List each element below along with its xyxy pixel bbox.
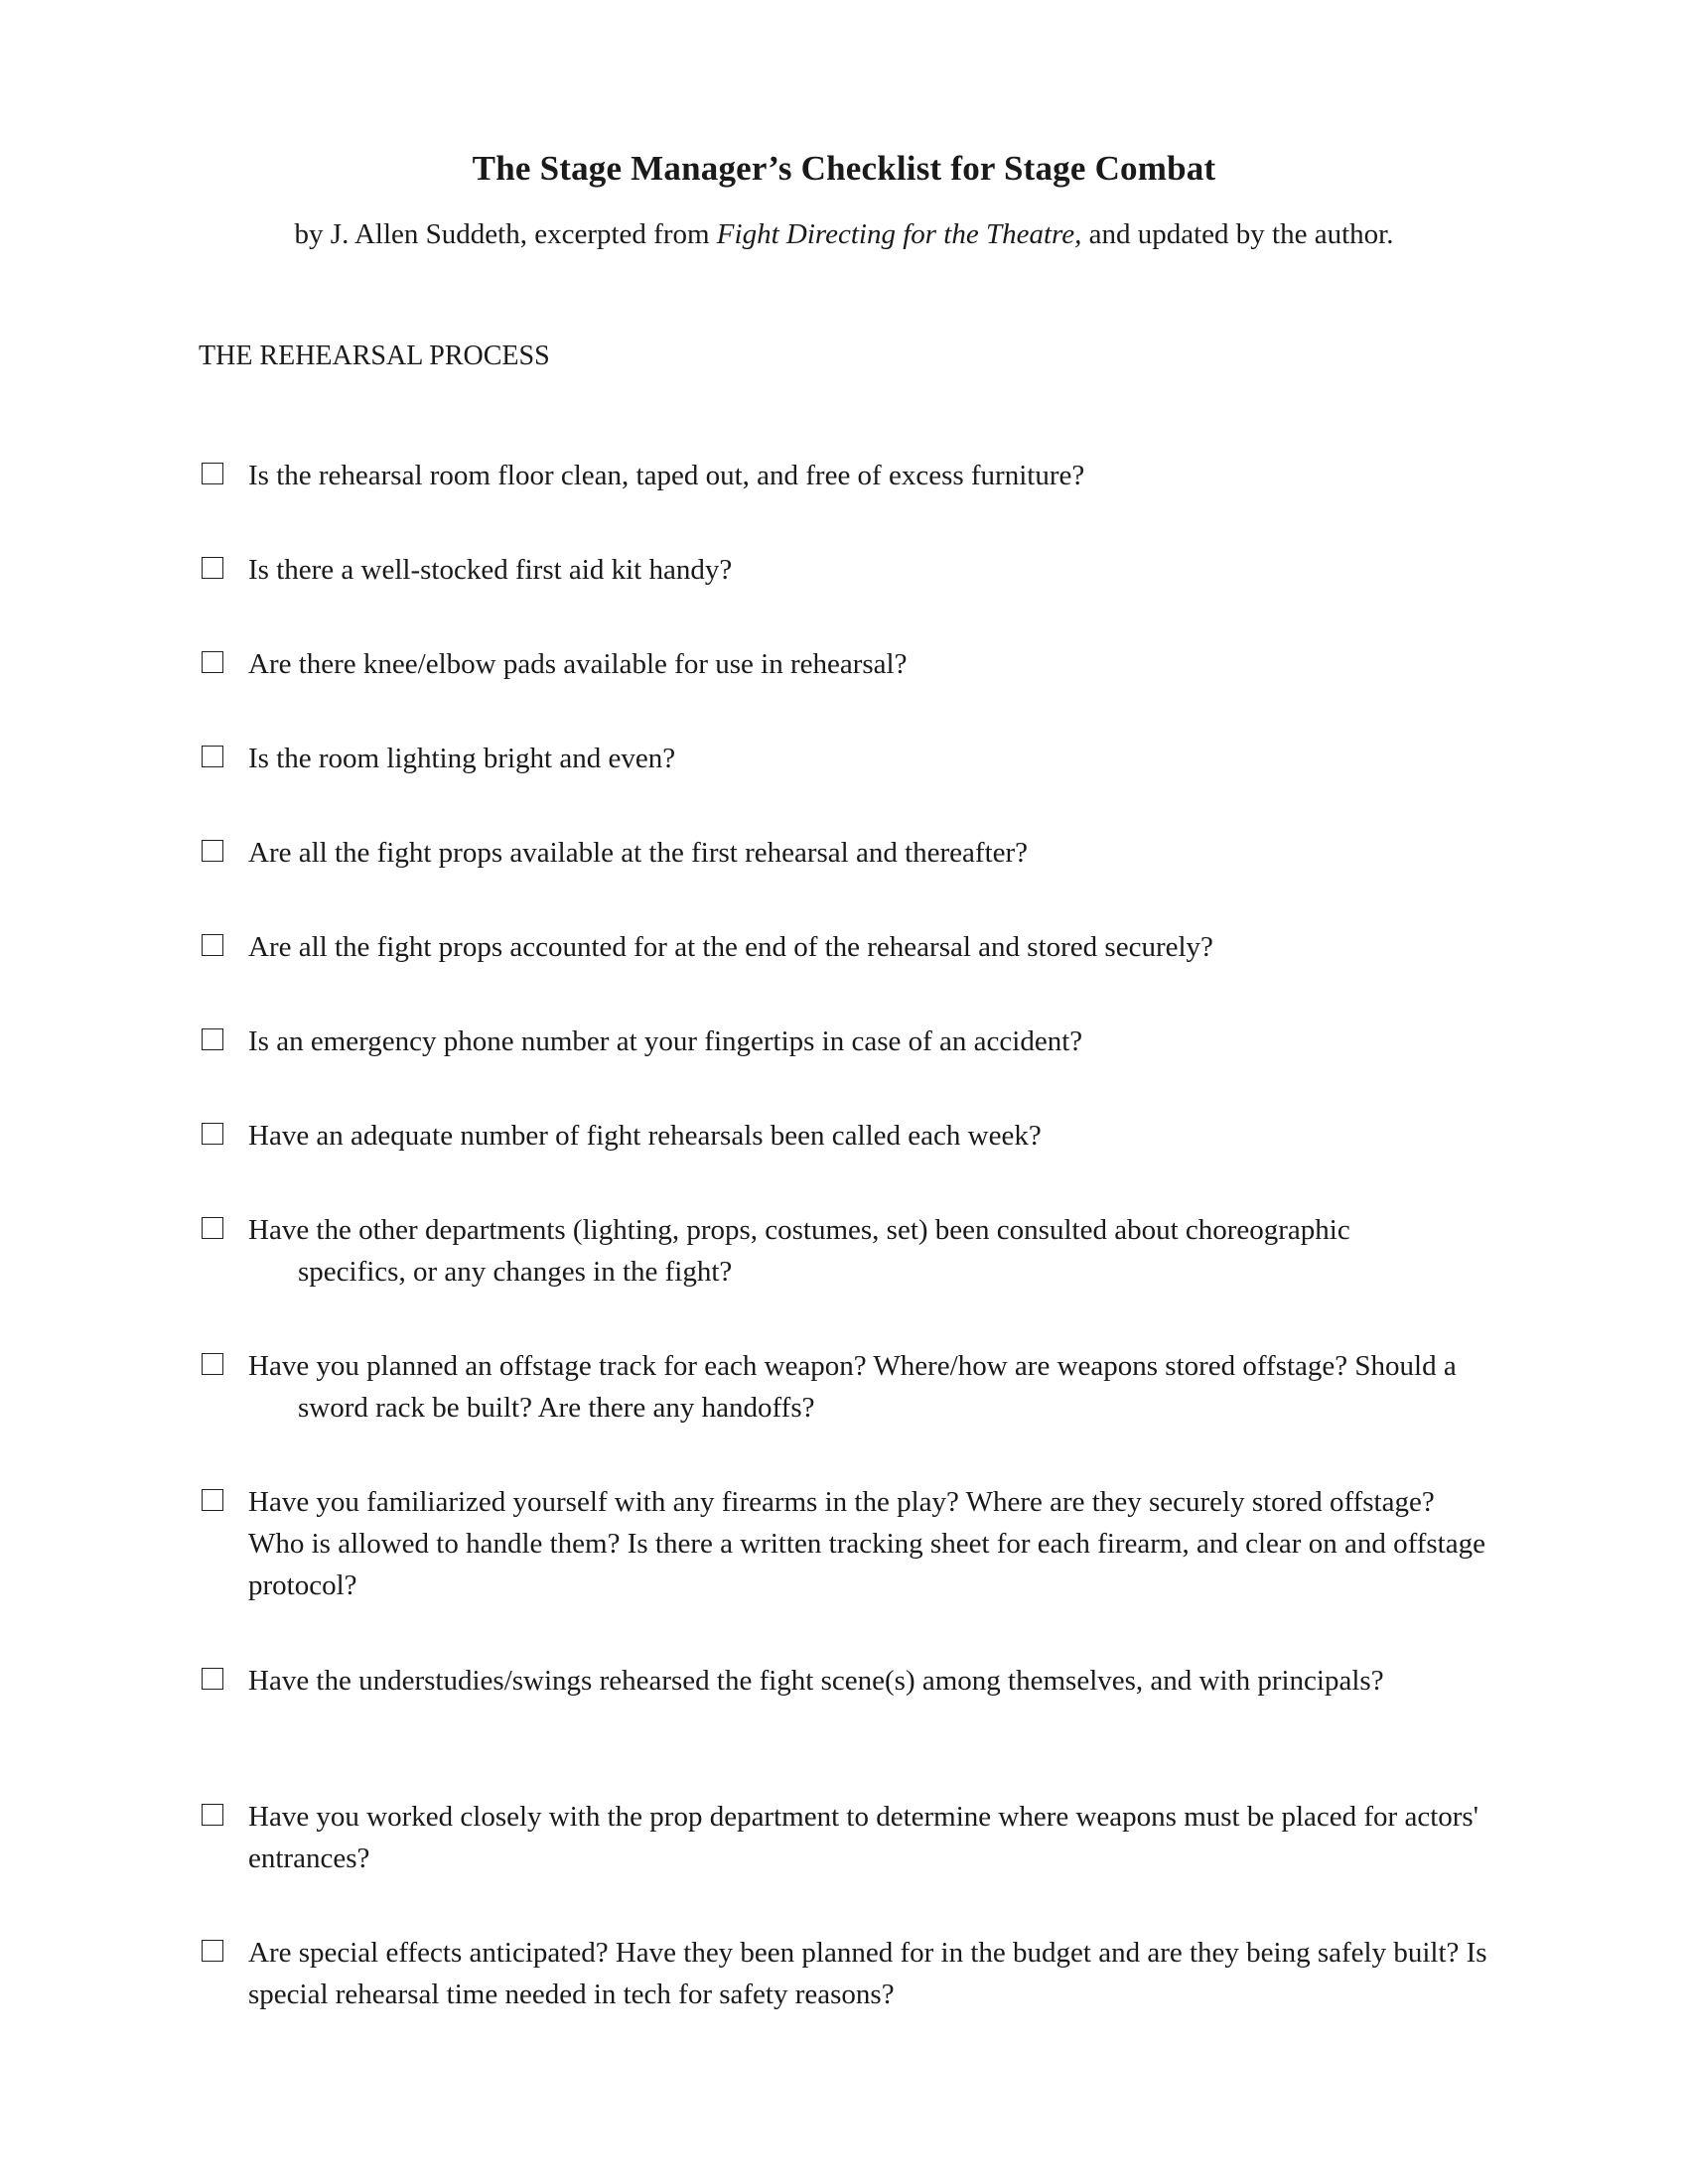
checkbox[interactable] [202, 1489, 223, 1511]
checkbox[interactable] [202, 1217, 223, 1239]
checklist-item-text: Are there knee/elbow pads available for use in rehearsal? [248, 648, 908, 680]
checklist-item-text: Have you familiarized yourself with any firearms in the play? Where are they securely stored offstage? Who is allowed to handle them? Is there a written tracking sheet for each firearm, and clear on and offstage protocol? [248, 1486, 1485, 1601]
checkbox[interactable] [202, 557, 223, 579]
checklist-item-text: Is the rehearsal room floor clean, taped out, and free of excess furniture? [248, 460, 1085, 491]
checklist-item-text: Have the other departments (lighting, props, costumes, set) been consulted about choreographic specifics, or any changes in the fight? [248, 1214, 1350, 1288]
checklist-item-text: Are special effects anticipated? Have they been planned for in the budget and are they being safely built? Is special rehearsal time needed in tech for safety reasons? [248, 1937, 1487, 2010]
checklist-item-text: Is an emergency phone number at your fingertips in case of an accident? [248, 1025, 1083, 1057]
checklist-item-text: Have you worked closely with the prop department to determine where weapons must be placed for actors' entrances? [248, 1801, 1478, 1874]
checklist-item-text: Have an adequate number of fight rehearsals been called each week? [248, 1120, 1042, 1152]
checkbox[interactable] [202, 1028, 223, 1050]
checkbox[interactable] [202, 746, 223, 767]
checklist-item-text: Is the room lighting bright and even? [248, 743, 676, 774]
checklist-item-text: Have you planned an offstage track for each weapon? Where/how are weapons stored offstage? Should a sword rack be built? Are there any handoffs? [248, 1350, 1457, 1424]
subtitle-prefix: by J. Allen Suddeth, excerpted from [294, 218, 717, 250]
checklist-item-text: Have the understudies/swings rehearsed the fight scene(s) among themselves, and with principals? [248, 1665, 1384, 1697]
checkbox[interactable] [202, 840, 223, 862]
checkbox[interactable] [202, 1353, 223, 1375]
checklist-item-text: Are all the fight props accounted for at the end of the rehearsal and stored securely? [248, 931, 1213, 963]
checkbox[interactable] [202, 1123, 223, 1145]
document-title: The Stage Manager’s Checklist for Stage Combat [472, 149, 1216, 188]
book-title: Fight Directing for the Theatre, [716, 218, 1082, 250]
checkbox[interactable] [202, 651, 223, 673]
checkbox[interactable] [202, 1804, 223, 1826]
document-subtitle [0, 218, 1688, 251]
checkbox[interactable] [202, 463, 223, 484]
checklist-item-text: Is there a well-stocked first aid kit handy? [248, 554, 733, 586]
subtitle-suffix: and updated by the author. [1081, 218, 1394, 250]
checklist-item-text: Are all the fight props available at the first rehearsal and thereafter? [248, 837, 1029, 869]
checkbox[interactable] [202, 1668, 223, 1690]
section-heading: THE REHEARSAL PROCESS [199, 341, 550, 371]
checkbox[interactable] [202, 1940, 223, 1962]
checkbox[interactable] [202, 934, 223, 956]
